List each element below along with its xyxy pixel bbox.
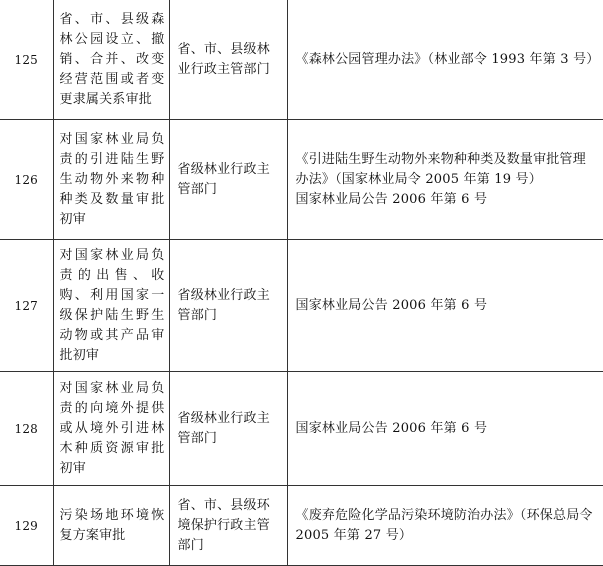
basis-line: 《森林公园管理办法》（林业部令 1993 年第 3 号） [295,51,600,67]
legal-basis [287,120,603,240]
row-number: 127 [0,240,53,372]
legal-basis [287,486,603,566]
department-text: 省级林业行政主管部门 [177,410,270,446]
responsible-department [169,120,287,240]
approval-item [53,0,169,120]
basis-line: 《引进陆生野生动物外来物种种类及数量审批管理办法》（国家林业局令 2005 年第 19 号） [295,151,586,187]
row-number: 125 [0,0,53,120]
responsible-department [169,240,287,372]
table-row [0,372,603,486]
basis-line: 《废弃危险化学品污染环境防治办法》（环保总局令 2005 年第 27 号） [295,507,593,543]
responsible-department [169,486,287,566]
approval-item-text: 污染场地环境恢复方案审批 [59,507,165,543]
approval-item-text: 对国家林业局负责的引进陆生野生动物外来物种种类及数量审批初审 [59,131,165,227]
row-number: 128 [0,372,53,486]
row-number: 126 [0,120,53,240]
basis-line: 国家林业局公告 2006 年第 6 号 [295,191,488,207]
approval-item [53,120,169,240]
table-row [0,120,603,240]
basis-line: 国家林业局公告 2006 年第 6 号 [295,420,488,436]
table-row [0,0,603,120]
responsible-department [169,372,287,486]
basis-line: 国家林业局公告 2006 年第 6 号 [295,297,488,313]
department-text: 省级林业行政主管部门 [177,287,270,323]
legal-basis [287,0,603,120]
department-text: 省级林业行政主管部门 [177,161,270,197]
approval-item [53,486,169,566]
table-row [0,240,603,372]
approval-item [53,372,169,486]
department-text: 省、市、县级环境保护行政主管部门 [177,497,270,553]
legal-basis [287,240,603,372]
row-number: 129 [0,486,53,566]
table-row [0,486,603,566]
approval-item-text: 对国家林业局负责的出售、收购、利用国家一级保护陆生野生动物或其产品审批初审 [59,247,165,363]
legal-basis [287,372,603,486]
department-text: 省、市、县级林业行政主管部门 [177,41,270,77]
responsible-department [169,0,287,120]
approval-item-text: 省、市、县级森林公园设立、撤销、合并、改变经营范围或者变更隶属关系审批 [59,11,165,107]
approval-item-text: 对国家林业局负责的向境外提供或从境外引进林木种质资源审批初审 [59,380,165,476]
approval-item [53,240,169,372]
